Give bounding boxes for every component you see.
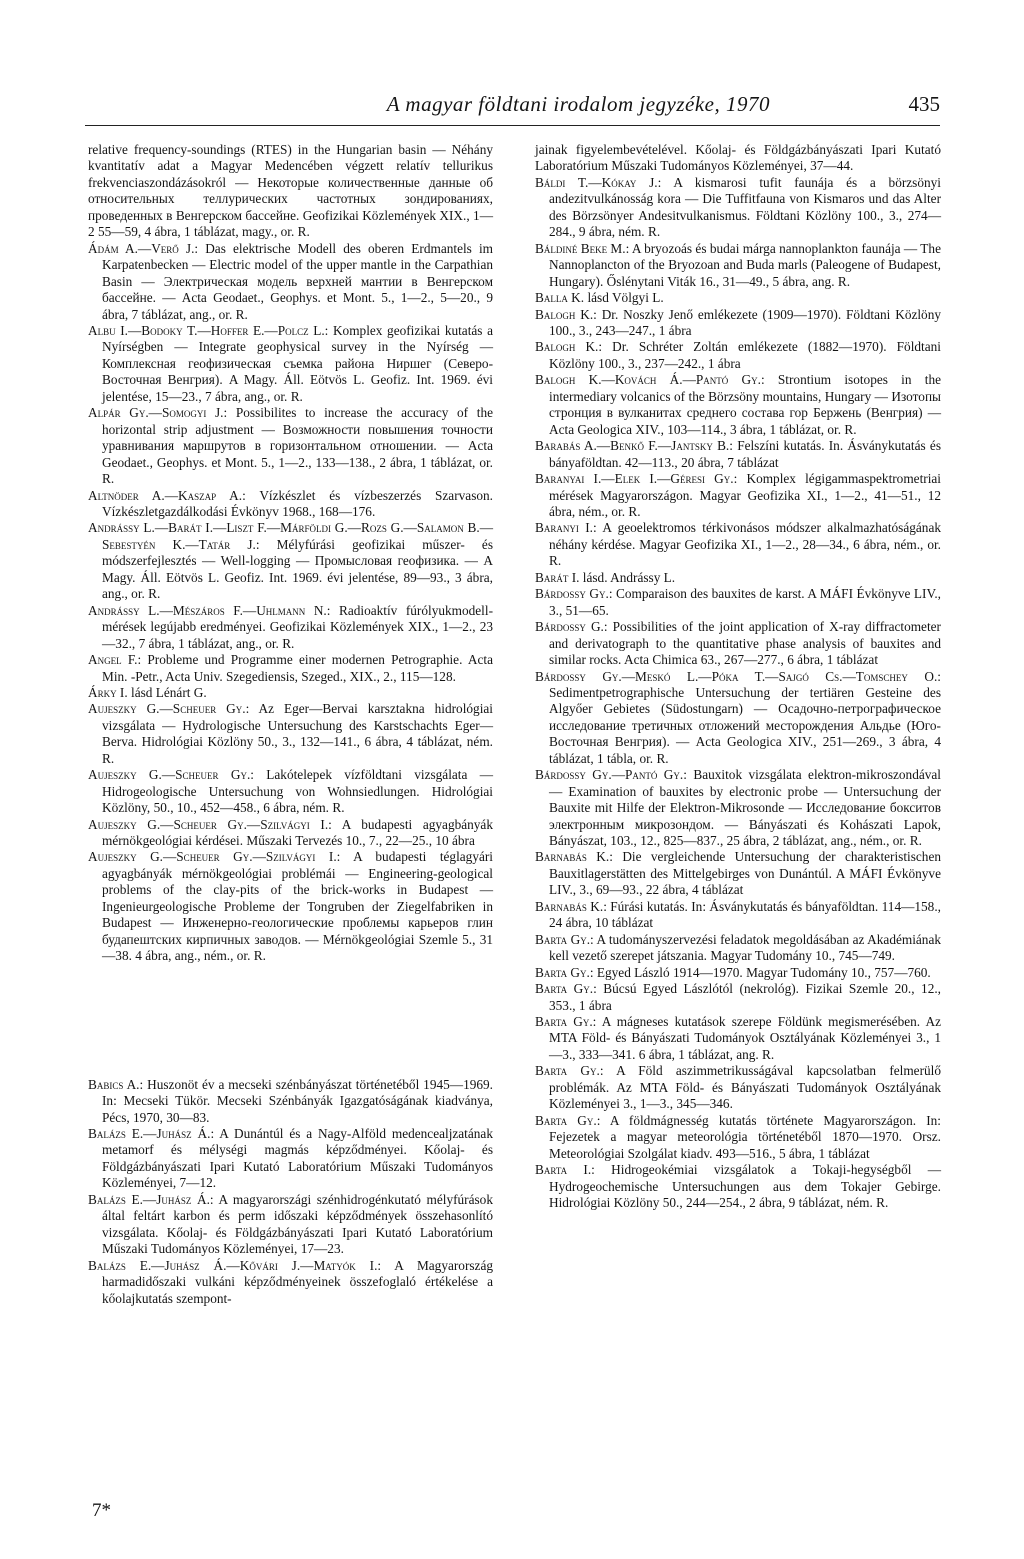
entry-text: : Vízkészlet és vízbeszerzés Szarvason. Vízkészletgazdálkodási Évkönyv 1968., 168—176.: [102, 487, 493, 519]
bibliography-entry: [88, 241, 493, 323]
bibliography-entry: [535, 307, 941, 340]
entry-text: : Egyed László 1914—1970. Magyar Tudomány 10., 757—760.: [589, 964, 931, 980]
left-column: [88, 142, 493, 1307]
running-title: A magyar földtani irodalom jegyzéke, 1970: [386, 92, 770, 116]
entry-author: Albu I.—Bodoky T.—Hoffer E.—Polcz L.: [88, 322, 325, 338]
entry-author: Balogh K.: [535, 306, 594, 322]
entry-text: : Probleme und Programme einer modernen Petrographie. Acta Min. -Petr., Acta Univ. Szegediensis, Szeged., XIX., 2., 115—128.: [102, 652, 493, 684]
entry-text: : Felszíni kutatás. In. Ásványkutatás és bányaföldtan. 42—113., 20 ábra, 7 táblázat: [549, 438, 941, 470]
entry-text: lásd Völgyi L.: [584, 290, 664, 306]
bibliography-entry: [535, 372, 941, 438]
entry-author: Barát I.: [535, 569, 580, 585]
bibliography-entry: [535, 619, 941, 668]
entry-text: : A mágneses kutatások szerepe Földünk megismerésében. Az MTA Föld- és Bányászati Tudományok Osztályának Közleményei 3., 1—3., 333—341. 6 ábra, 1 táblázat, ang. R.: [549, 1014, 941, 1062]
entry-text: : Hidrogeokémiai vizsgálatok a Tokaji-hegységből — Hydrogeochemische Untersuchungen aus dem Tokajer Gebirge. Hidrológiai Közlöny 50., 244—254., 2 ábra, 9 táblázat, ném. R.: [549, 1162, 941, 1210]
bibliography-entry: [88, 767, 493, 816]
entry-author: Angel F.: [88, 652, 138, 668]
entry-author: Barta Gy.: [535, 1063, 600, 1079]
entry-text: : A magyarországi szénhidrogénkutató mélyfúrások által feltárt karbon és perm időszaki képződmények összehasonlító vizsgálata. Kőolaj- és Földgázbányászati Ipari Kutató Laboratórium Műszaki Tudományos Közleményei, 17—23.: [102, 1191, 493, 1257]
entry-author: Barnabás K.: [535, 898, 604, 914]
entry-author: Baranyi I.: [535, 520, 594, 536]
entry-text: : A budapesti agyagbányák mérnökgeológiai kérdései. Műszaki Tervezés 10., 7., 22—25., 10 ábra: [102, 816, 493, 849]
right-column: [535, 142, 941, 1211]
entry-text: : A bryozoás és budai márga nannoplankton faunája — The Nannoplancton of the Bryozoan and Buda marls (Paleogene of Budapest, Hungary). Őslénytani Viták 16., 31—49., 5 ábra, ang. R.: [549, 240, 941, 289]
entry-text: : Radioaktív fúrólyukmodell-mérések legújabb eredményei. Geofizikai Közlemények XIX., 1—2., 23—32., 7 ábra, 1 táblázat, ang., or. R.: [102, 602, 493, 651]
entry-text: : Huszonöt év a mecseki szénbányászat történetéből 1945—1969. In: Mecseki Tükör. Mecseki Szénbányák Igazgatóságának kiadványa, Pécs, 1970, 30—83.: [102, 1076, 493, 1125]
bibliography-entry: [535, 1063, 941, 1112]
entry-text: : A Dunántúl és a Nagy-Alföld medencealjzatának metamorf és mélységi magmás képződményei. Kőolaj- és Földgázbányászati Ipari Kutató Laboratórium Műszaki Tudományos Közleményei, 7—12.: [102, 1126, 493, 1191]
entry-author: Aujeszky G.—Scheuer Gy.—Szilvágyi I.: [88, 849, 337, 865]
entry-author: Alpár Gy.—Somogyi J.: [88, 405, 224, 421]
signature-mark: 7*: [92, 1500, 111, 1521]
bibliography-entry: [535, 1014, 941, 1063]
entry-text: : Komplex légigammaspektrometriai mérések Magyarországon. Magyar Geofizika XI., 1—2., 41—51., 12 ábra, ném., or. R.: [549, 471, 941, 519]
entry-author: Bárdossy Gy.—Meskó L.—Póka T.—Sajgó Cs.—Tomschey O.: [535, 668, 938, 684]
header-rule: [85, 125, 940, 126]
entry-author: Balogh K.: [535, 339, 599, 355]
bibliography-entry: [535, 339, 941, 372]
entry-text: : A kismarosi tufit faunája és a börzsönyi andezitvulkánosság kora — Die Tuffitfauna von Kismaros und das Alter des Börzsönyer Andesitvulkanismus. Földtani Közlöny 100., 3., 274—284., 9 ábra, ném. R.: [549, 174, 941, 240]
entry-author: Andrássy L.—Mészáros F.—Uhlmann N.: [88, 602, 327, 618]
entry-author: Altnöder A.—Kaszap A.: [88, 487, 243, 503]
bibliography-entry: [88, 142, 493, 241]
entry-author: Árky I.: [88, 684, 128, 700]
entry-text: : Strontium isotopes in the intermediary volcanics of the Börzsöny mountains, Hungary — Изотопы стронция в вулканитах среднего состава гор Бержень (Венгрия) — Acta Geologica XIV., 103—114., 3 ábra, 1 táblázat, or. R.: [549, 372, 941, 437]
entry-text: : Az Eger—Bervai karsztakna hidrológiai vizsgálata — Hydrologische Untersuchung des Karstschachts Eger—Berva. Hidrológiai Közlöny 50., 3., 132—141., 6 ábra, 4 táblázat, ném. R.: [102, 701, 493, 766]
entry-author: Babics A.: [88, 1076, 140, 1092]
entry-text: : Comparaison des bauxites de karst. A MÁFI Évkönyve LIV., 3., 51—65.: [549, 586, 941, 618]
bibliography-entry: [535, 586, 941, 619]
entry-text: : A geoelektromos térkivonásos módszer alkalmazhatóságának néhány kérdése. Magyar Geofizika XI., 1—2., 28—34., 6 ábra, ném., or. R.: [549, 520, 941, 569]
bibliography-entry: [88, 1077, 493, 1126]
entry-text: : A budapesti téglagyári agyagbányák mérnökgeológiai problémái — Engineering-geological problems of the clay-pits of the brick-works in Budapest — Ingenieurgeologische Probleme der Tongruben der Ziegelfabriken in Budapest — Инженерно-геологические проблемы карьеров глин будапештских кирпичных заводов. — Mérnökgeológiai Szemle 5., 31—38. 4 ábra, ang., ném., or. R.: [102, 849, 493, 964]
entry-author: Báldi T.—Kókay J.: [535, 174, 658, 190]
column-gap: [88, 965, 493, 1077]
bibliography-entry: [88, 488, 493, 521]
bibliography-entry: [88, 701, 493, 767]
bibliography-entry: [535, 767, 941, 849]
bibliography-entry: [88, 685, 493, 701]
bibliography-entry: [535, 981, 941, 1014]
entry-author: Báldiné Beke M.: [535, 240, 626, 256]
entry-text: : A tudományszervezési feladatok megoldásában az Akadémiának kell vezető szerepet játszania. Magyar Tudomány 10., 745—749.: [549, 931, 942, 964]
page-header: [85, 92, 940, 122]
bibliography-entry: [535, 899, 941, 932]
entry-author: Barta Gy.: [535, 1112, 597, 1128]
entry-author: Bárdossy G.: [535, 619, 604, 635]
entry-author: Barta Gy.: [535, 964, 590, 980]
bibliography-entry: [535, 965, 941, 981]
entry-author: Balla K.: [535, 290, 585, 306]
entry-text: : Mélyfúrási geofizikai műszer- és módszerfejlesztés — Well-logging — Промысловая геофизика. — A Magy. Áll. Eötvös L. Geofiz. Int. 1969. évi jelentése, 89—93., 3 ábra, ang., or. R.: [102, 536, 494, 602]
entry-text: : Fúrási kutatás. In: Ásványkutatás és bányaföldtan. 114—158., 24 ábra, 10 táblázat: [549, 898, 941, 931]
entry-author: Barnabás K.: [535, 849, 610, 865]
bibliography-entry: [88, 849, 493, 964]
bibliography-entry: [535, 520, 941, 569]
entry-text: : Búcsú Egyed Lászlótól (nekrológ). Fizikai Szemle 20., 12., 353., 1 ábra: [549, 981, 942, 1013]
entry-author: Bárdossy Gy.: [535, 586, 609, 602]
entry-text: : Possibilities of the joint application of X-ray diffractometer and derivatograph to the quantitative phase analysis of bauxites and similar rocks. Acta Chimica 63., 267—277., 6 ábra, 1 táblázat: [549, 619, 941, 668]
bibliography-entry: [535, 1113, 941, 1162]
bibliography-entry: [535, 471, 941, 520]
bibliography-entry: [535, 175, 941, 241]
bibliography-entry: [88, 817, 493, 850]
entry-author: Aujeszky G.—Scheuer Gy.: [88, 767, 251, 783]
entry-text: : Sedimentpetrographische Untersuchung der tertiären Gesteine des Algyőer Gebietes (Südostungarn) — Осадочно-петрографическое исследование третичных отложений месторождения Альдье (Юго-Восточная Венгрия). — Acta Geologica XIV., 251—269., 3 ábra, 4 táblázat, 1 tábla, or. R.: [549, 668, 941, 766]
bibliography-entry: [535, 849, 941, 898]
bibliography-entry: [535, 570, 941, 586]
entry-text: lásd Lénárt G.: [127, 684, 207, 700]
entry-text: : Das elektrische Modell des oberen Erdmantels im Karpatenbecken — Electric model of the upper mantle in the Carpathian Basin — Электрическая модель верхней мантии в Венгерском бассейне. — Acta Geodaet., Geophys. et Mont. 5., 1—2., 5—20., 9 ábra, 7 táblázat, ang., or. R.: [102, 240, 494, 322]
entry-author: Baranyai I.—Elek I.—Géresi Gy.: [535, 471, 734, 487]
bibliography-entry: [88, 1192, 493, 1258]
bibliography-entry: [535, 669, 941, 768]
bibliography-entry: [88, 405, 493, 487]
entry-text: : A Föld aszimmetrikusságával kapcsolatban felmerülő problémák. Az MTA Föld- és Bányászati Tudományok Osztályának Közleményei 3., 1—3., 345—346.: [549, 1063, 942, 1112]
entry-text: : A földmágnesség kutatás története Magyarországon. In: Fejezetek a magyar meteorológia történetéből 1870—1970. Orsz. Meteorológiai Szolgálat kiadv. 493—516., 5 ábra, 1 táblázat: [549, 1112, 941, 1161]
entry-author: Barta I.: [535, 1162, 592, 1178]
bibliography-entry: [88, 1258, 493, 1307]
bibliography-entry: [88, 1126, 493, 1192]
entry-author: Ádám A.—Verő J.: [88, 240, 195, 256]
entry-text: lásd. Andrássy L.: [579, 569, 676, 585]
entry-text: : Possibilites to increase the accuracy of the horizontal strip adjustment — Возможности повышения точности уравнивания маршрутов в горизонтальном отношении. — Acta Geodaet., Geophys. et Mont. 5., 1—2., 133—138., 2 ábra, 1 táblázat, or. R.: [102, 405, 493, 487]
entry-text: : Komplex geofizikai kutatás a Nyírségben — Integrate geophysical survey in the Nyírség — Комплексная геофизическая съемка района Ниршег (Северо-Восточная Венгрия). A Magy. Áll. Eötvös L. Geofiz. Int. 1969. évi jelentése, 15—23., 7 ábra, ang., or. R.: [102, 322, 493, 404]
entry-author: Barta Gy.: [535, 1014, 593, 1030]
bibliography-entry: [535, 1162, 941, 1211]
entry-author: Balázs E.—Juhász Á.: [88, 1191, 210, 1207]
entry-text: : Dr. Schréter Zoltán emlékezete (1882—1970). Földtani Közlöny 100., 3., 237—242., 1 ábra: [549, 339, 941, 371]
entry-text: : A Magyarország harmadidőszaki vulkáni képződményeinek összefoglaló értékelése a kőolajkutatás szempont-: [102, 1257, 493, 1306]
bibliography-entry: [88, 652, 493, 685]
bibliography-entry: [535, 290, 941, 306]
entry-text: : Lakótelepek vízföldtani vizsgálata — Hidrogeologische Untersuchung von Wohnsiedlungen. Hidrológiai Közlöny, 50., 10., 452—458., 6 ábra, ném. R.: [102, 767, 493, 816]
entry-author: Aujeszky G.—Scheuer Gy.: [88, 701, 246, 717]
entry-author: Bárdossy Gy.—Pantó Gy.: [535, 767, 684, 783]
entry-author: Aujeszky G.—Scheuer Gy.—Szilvágyi I.: [88, 816, 329, 832]
bibliography-entry: [535, 932, 941, 965]
bibliography-entry: [535, 438, 941, 471]
bibliography-entry: [88, 603, 493, 652]
entry-author: Balázs E.—Juhász Á.: [88, 1126, 211, 1142]
entry-text: relative frequency-soundings (RTES) in the Hungarian basin — Néhány kvantitatív adat a Magyar Medencében végzett relatív tellurikus frekvenciaszondázásokról — Некоторые количественные данные об относительных теллурических частотных зондированиях, проведенных в Венгерском бассейне. Geofizikai Közlemények XIX., 1—2 55—59, 4 ábra, 1 táblázat, magy., or. R.: [88, 142, 493, 240]
entry-author: Andrássy L.—Barát I.—Liszt F.—Márföldi G.—Rozs G.—Salamon B.—Sebestyén K.—Tatár J.: [88, 520, 493, 552]
entry-text: : Dr. Noszky Jenő emlékezete (1909—1970). Földtani Közlöny 100., 3., 243—247., 1 ábra: [549, 306, 942, 338]
entry-author: Barta Gy.: [535, 931, 591, 947]
entry-text: : Die vergleichende Untersuchung der charakteristischen Bauxitlagerstätten des Mittelgebirges von Dunántúl. A MÁFI Évkönyve LIV., 3., 69—93., 22 ábra, 4 táblázat: [549, 849, 941, 898]
bibliography-entry: [88, 323, 493, 405]
bibliography-entry: [535, 142, 941, 175]
entry-text: jainak figyelembevételével. Kőolaj- és Földgázbányászati Ipari Kutató Laboratórium Műszaki Tudományos Közleményei, 37—44.: [535, 142, 941, 174]
entry-author: Barabás A.—Benkő F.—Jantsky B.: [535, 438, 730, 454]
page-number: 435: [908, 92, 940, 116]
entry-author: Balázs E.—Juhász Á.—Kővári J.—Matyók I.: [88, 1257, 378, 1273]
entry-author: Barta Gy.: [535, 981, 594, 997]
bibliography-entry: [535, 241, 941, 290]
entry-author: Balogh K.—Kovách Á.—Pantó Gy.: [535, 372, 761, 388]
entry-text: : Bauxitok vizsgálata elektron-mikroszondával — Examination of bauxites by electronic probe — Untersuchung der Bauxite mit Hilfe der Elektron-Mikrosonde — Исследование бокситов электронным микрозондом. — Bányászati és Kohászati Lapok, Bányászat, 103., 12., 825—837., 25 ábra, 2 táblázat, ang., ném., or. R.: [549, 767, 941, 849]
bibliography-entry: [88, 520, 493, 602]
